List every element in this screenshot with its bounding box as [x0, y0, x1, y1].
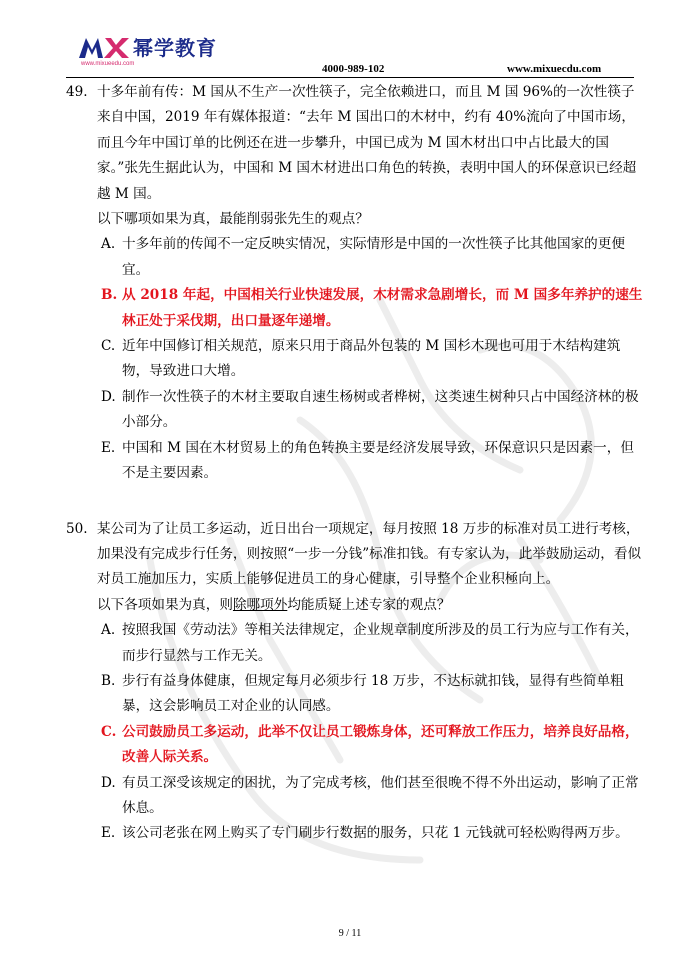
header-divider	[66, 77, 634, 78]
option-a	[66, 232, 646, 283]
option-letter: E.	[101, 825, 116, 842]
prompt-after: 均能质疑上述专家的观点？	[287, 596, 451, 613]
question-text: 某公司为了让员工多运动，近日出台一项规定，每月按照 18 万步的标准对员工进行考核，加果没有完成步行任务，则按照“一步一分钱”标准扣钱。有专家认为，此举鼓励运动，看似对员工施加压力，实质上能够促进员工的身心健康，引导整个企业积極向上。	[97, 520, 642, 588]
question-stem	[66, 517, 646, 593]
option-text: 有员工深受该规定的困扰，为了完成考核，他们甚至很晚不得不外出运动，影响了正常休息。	[122, 774, 639, 816]
option-text: 制作一次性筷子的木材主要取自速生杨树或者桦树，这类速生树种只占中国经济林的极小部分。	[122, 388, 639, 431]
option-d	[66, 771, 646, 822]
option-b-correct-answer	[66, 283, 646, 334]
option-text: 步行有益身体健康，但规定每月必须步行 18 万步，不达标就扣钱，显得有些简单粗暴，这会影响员工对企业的认同感。	[122, 672, 624, 715]
option-text: 按照我国《劳动法》等相关法律规定，企业规章制度所涉及的员工行为应与工作有关，而步行显然与工作无关。	[122, 622, 639, 664]
option-d	[66, 385, 646, 436]
option-e	[66, 436, 646, 487]
question-49	[66, 80, 646, 487]
question-prompt: 以下哪项如果为真，最能削弱张先生的观点？	[97, 211, 369, 228]
question-50	[66, 517, 646, 847]
page-number: 9 / 11	[338, 928, 362, 939]
page-header	[0, 0, 700, 76]
option-letter: C.	[101, 723, 117, 740]
logo	[78, 34, 218, 70]
question-prompt	[66, 593, 646, 618]
option-letter: E.	[101, 439, 116, 456]
option-text: 公司鼓励员工多运动，此举不仅让员工锻炼身体，还可释放工作压力，培养良好品格，改善人际关系。	[122, 723, 639, 766]
question-stem	[66, 80, 646, 207]
question-text: 十多年前有传：M 国从不生产一次性筷子，完全依赖进口，而且 M 国 96%的一次性筷子来自中国，2019 年有媒体报道：“去年 M 国出口的木材中，约有 40%流向了中国市场，而且今年中国订单的比例还在进一步攀升，中国已成为 M 国木材出口中占比最大的国家。”张先生据此认为，中国和 M 国木材进出口角色的转换，表明中国人的环保意识已经超越 M 国。	[97, 84, 637, 202]
option-a	[66, 618, 646, 669]
logo-url: www.mixueedu.com	[81, 61, 135, 67]
option-c	[66, 334, 646, 385]
document-body	[66, 80, 646, 847]
option-letter: C.	[101, 338, 116, 355]
option-letter: A.	[101, 622, 116, 639]
mx-logo-icon	[78, 34, 130, 62]
option-text: 十多年前的传闻不一定反映实情况，实际情形是中国的一次性筷子比其他国家的更便宜。	[122, 236, 625, 278]
option-letter: A.	[101, 236, 116, 253]
option-c-correct-answer	[66, 720, 646, 771]
option-text: 该公司老张在网上购买了专门刷步行数据的服务，只花 1 元钱就可轻松购得两万步。	[122, 825, 629, 842]
option-text: 从 2018 年起，中国相关行业快速发展，木材需求急剧增长，而 M 国多年养护的速生林正处于采伐期，出口量逐年递增。	[122, 287, 643, 329]
option-b	[66, 669, 646, 720]
option-letter: B.	[101, 672, 116, 689]
option-letter: B.	[101, 287, 118, 304]
prompt-before: 以下各项如果为真，则	[97, 596, 233, 613]
question-number: 50.	[66, 520, 88, 537]
option-letter: D.	[101, 774, 116, 791]
option-letter: D.	[101, 388, 116, 405]
option-text: 中国和 M 国在木材贸易上的角色转换主要是经济发展导致，环保意识只是因素一，但不是主要因素。	[122, 439, 634, 482]
option-e	[66, 821, 646, 846]
header-website: www.mixuecdu.com	[507, 63, 602, 75]
logo-text: 幂学教育	[133, 36, 217, 60]
question-number: 49.	[66, 84, 88, 100]
header-phone: 4000-989-102	[322, 63, 385, 75]
option-text: 近年中国修订相关规范，原来只用于商品外包装的 M 国杉木现也可用于木结构建筑物，导致进口大增。	[122, 338, 621, 380]
prompt-underlined: 除哪项外	[232, 596, 288, 613]
question-spacer	[66, 487, 646, 517]
